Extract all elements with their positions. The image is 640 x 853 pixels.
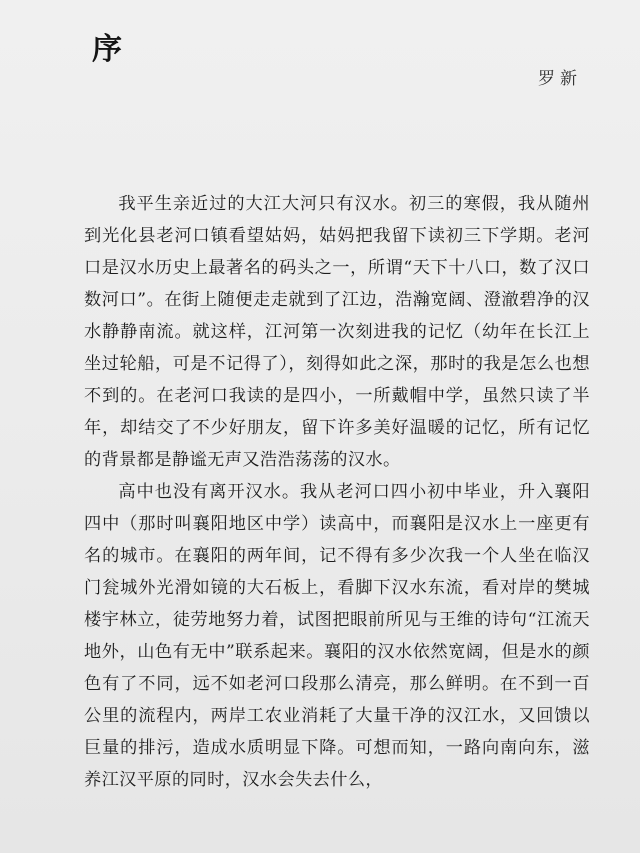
paragraph-2: 高中也没有离开汉水。我从老河口四小初中毕业，升入襄阳四中（那时叫襄阳地区中学）读高中，而襄阳是汉水上一座更有名的城市。在襄阳的两年间，记不得有多少次我一个人坐在临汉门瓮城外光滑如镜的大石板上，看脚下汉水东流，看对岸的樊城楼宇林立，徒劳地努力着，试图把眼前所见与王维的诗句“江流天地外，山色有无中”联系起来。襄阳的汉水依然宽阔，但是水的颜色有了不同，远不如老河口段那么清亮，那么鲜明。在不到一百公里的流程内，两岸工农业消耗了大量干净的汉江水，又回馈以巨量的排污，造成水质明显下降。可想而知，一路向南向东，滋养江汉平原的同时，汉水会失去什么， bbox=[84, 482, 590, 790]
chapter-title: 序 bbox=[92, 32, 124, 67]
paragraph-1: 我平生亲近过的大江大河只有汉水。初三的寒假，我从随州到光化县老河口镇看望姑妈，姑妈把我留下读初三下学期。老河口是汉水历史上最著名的码头之一，所谓“天下十八口，数了汉口数河口”。在街上随便走走就到了江边，浩瀚宽阔、澄澈碧净的汉水静静南流。就这样，江河第一次刻进我的记忆（幼年在长江上坐过轮船，可是不记得了），刻得如此之深，那时的我是怎么也想不到的。在老河口我读的是四小，一所戴帽中学，虽然只读了半年，却结交了不少好朋友，留下许多美好温暖的记忆，所有记忆的背景都是静谧无声又浩浩荡荡的汉水。 bbox=[84, 194, 590, 470]
preface-body bbox=[84, 188, 590, 796]
author-name: 罗新 bbox=[538, 69, 582, 89]
